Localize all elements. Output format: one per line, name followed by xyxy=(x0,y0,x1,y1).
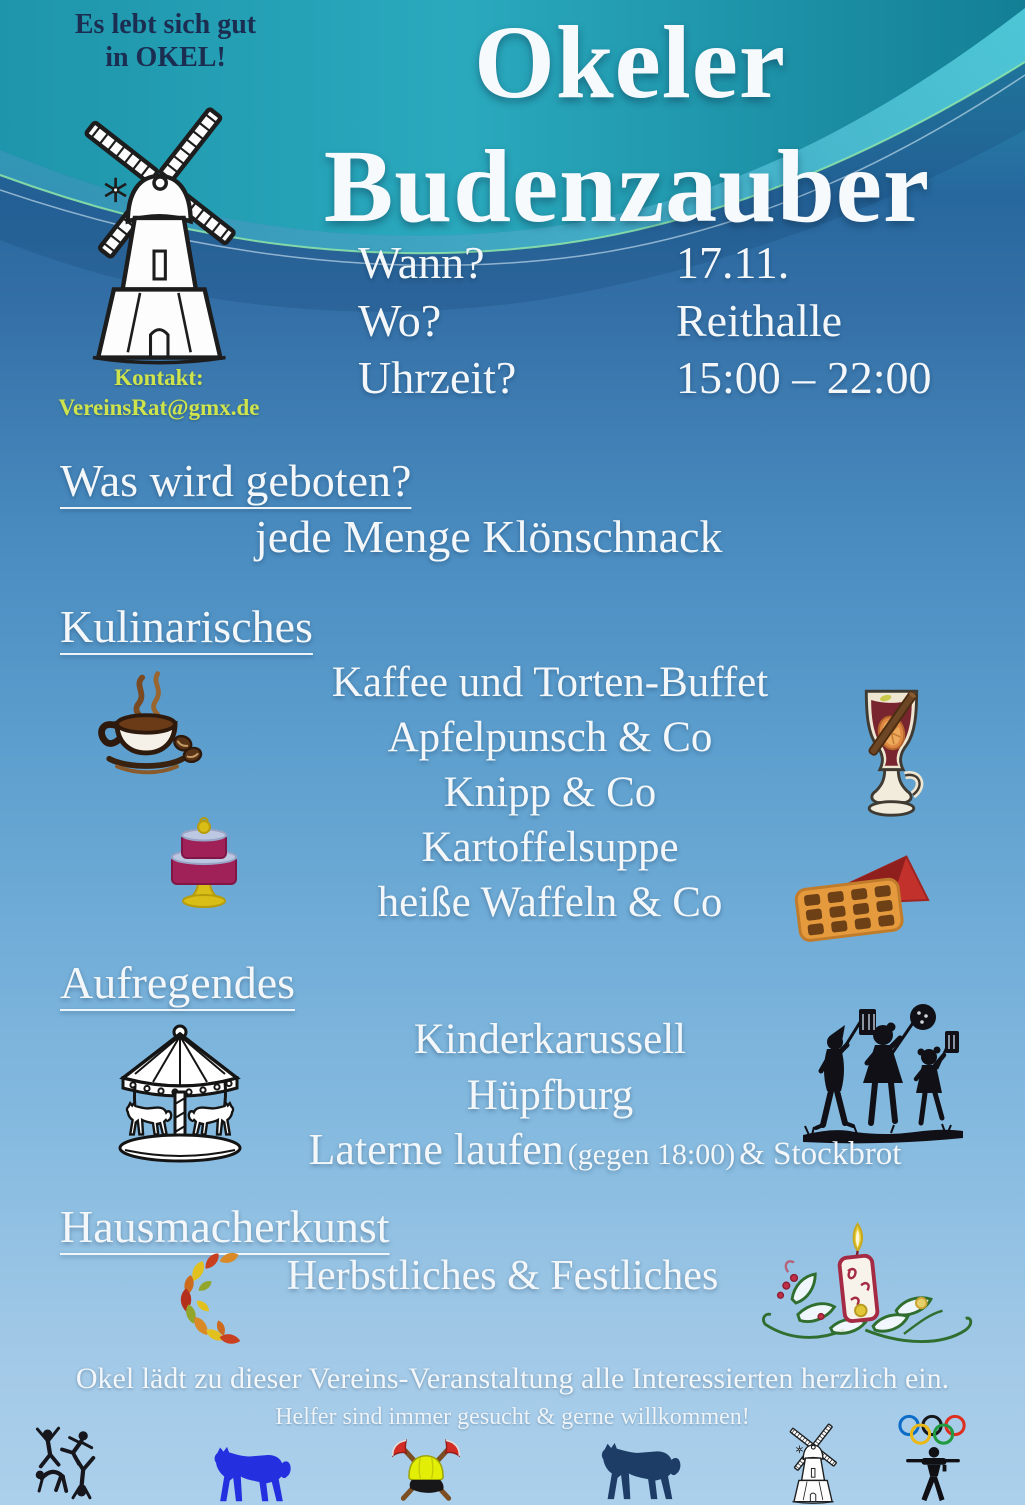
lantern-line xyxy=(240,1124,970,1175)
culinary-item: Kaffee und Torten-Buffet xyxy=(331,659,769,706)
windmill-icon xyxy=(70,80,245,368)
horse-navy-icon xyxy=(595,1438,687,1502)
section-culinary-heading: Kulinarisches xyxy=(60,601,313,652)
footer-helpers: Helfer sind immer gesucht & gerne willkommen! xyxy=(275,1404,750,1430)
info-value-where: Reithalle xyxy=(676,294,843,346)
horse-blue-icon xyxy=(205,1442,300,1504)
section-exciting-heading: Aufregendes xyxy=(60,957,296,1008)
candle-icon xyxy=(755,1222,995,1357)
tagline-line1: Es lebt sich gut xyxy=(74,9,257,40)
section-crafts-heading: Hausmacherkunst xyxy=(60,1201,390,1252)
contact-block xyxy=(28,363,290,423)
olympic-shooter-icon xyxy=(893,1413,973,1505)
info-label-time: Uhrzeit? xyxy=(358,352,517,403)
fire-helmet-icon xyxy=(380,1436,472,1504)
cake-icon xyxy=(160,806,248,908)
lantern-note: (gegen 18:00) xyxy=(567,1138,736,1171)
poster-title-line1: Okeler xyxy=(473,5,787,120)
crafts-item: Herbstliches & Festliches xyxy=(286,1253,719,1299)
lantern-extra: & Stockbrot xyxy=(739,1136,902,1172)
contact-label: Kontakt: xyxy=(114,365,204,390)
info-label-where: Wo? xyxy=(358,294,442,346)
exciting-list xyxy=(300,1012,800,1124)
tagline-line2: in OKEL! xyxy=(105,42,226,73)
lantern-main: Laterne laufen xyxy=(308,1125,564,1174)
exciting-item: Hüpfburg xyxy=(466,1072,634,1119)
tagline xyxy=(38,8,293,74)
carousel-icon xyxy=(105,1022,255,1164)
footer-invite: Okel lädt zu dieser Vereins-Veranstaltung alle Interessierten herzlich ein. xyxy=(75,1362,950,1395)
event-info xyxy=(358,234,932,407)
windmill-small-icon xyxy=(765,1415,860,1505)
poster-title-line2: Budenzauber xyxy=(323,129,931,244)
info-value-when: 17.11. xyxy=(676,237,790,288)
info-label-when: Wann? xyxy=(358,237,485,288)
culinary-item: Kartoffelsuppe xyxy=(421,824,679,871)
acrobats-icon xyxy=(28,1424,118,1502)
culinary-list xyxy=(215,655,885,930)
coffee-icon xyxy=(88,666,206,778)
waffle-icon xyxy=(790,850,938,942)
offer-item: jede Menge Klönschnack xyxy=(255,511,723,562)
info-value-time: 15:00 – 22:00 xyxy=(676,352,932,403)
culinary-item: Knipp & Co xyxy=(443,769,657,816)
culinary-item: Apfelpunsch & Co xyxy=(387,714,713,761)
punch-glass-icon xyxy=(845,686,937,834)
contact-email: VereinsRat@gmx.de xyxy=(58,394,260,420)
exciting-item: Kinderkarussell xyxy=(413,1016,687,1063)
culinary-item: heiße Waffeln & Co xyxy=(377,879,723,926)
section-offer-heading: Was wird geboten? xyxy=(60,455,412,506)
